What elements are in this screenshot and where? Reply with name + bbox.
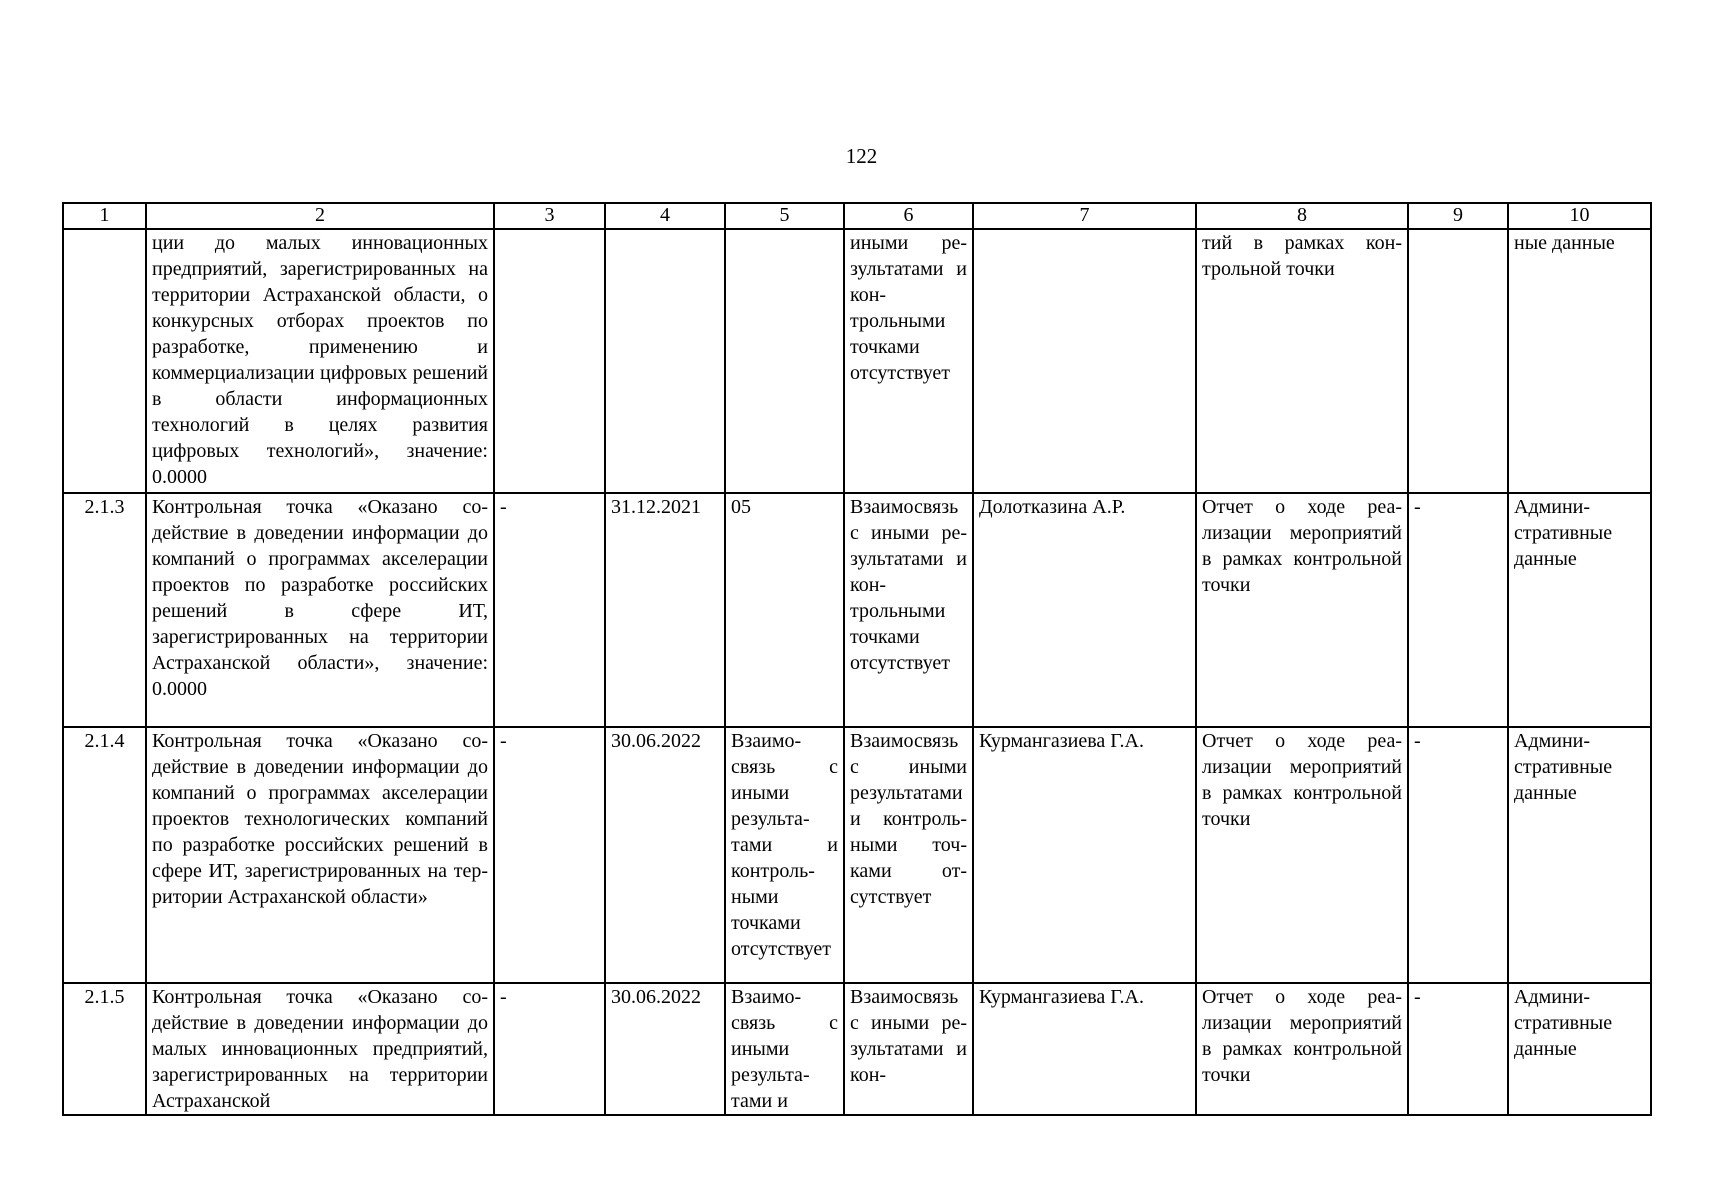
end-date: 30.06.2022: [605, 727, 725, 983]
start-date: -: [494, 727, 605, 983]
result-document: Отчет о ходе реализации мероприятий в рамках контрольной точки: [1196, 727, 1408, 983]
col-9-value: -: [1408, 983, 1508, 1115]
successor: Взаимосвязь с иными результатами и кон-: [844, 983, 973, 1115]
column-header: 2: [146, 203, 494, 229]
table-header: [63, 203, 1651, 229]
result-document: тий в рамках контрольной точки: [1196, 229, 1408, 493]
predecessor: Взаимосвязь с иными результатами и: [725, 983, 844, 1115]
row-number: 2.1.3: [63, 493, 146, 727]
column-header: 7: [973, 203, 1196, 229]
data-source: Административные данные: [1508, 983, 1651, 1115]
start-date: [494, 229, 605, 493]
column-header: 3: [494, 203, 605, 229]
responsible-person: [973, 229, 1196, 493]
data-source: Административные данные: [1508, 493, 1651, 727]
predecessor: Взаимосвязь с иными результатами и контрольными точками отсутствует: [725, 727, 844, 983]
table-row: [63, 983, 1651, 1115]
table-row: [63, 229, 1651, 493]
start-date: -: [494, 983, 605, 1115]
plan-table: [62, 202, 1652, 1116]
event-description: Контрольная точка «Оказано содействие в доведении информации до малых инновационных предприятий, зарегистрированных на территории Астраханской: [146, 983, 494, 1115]
data-source: ные данные: [1508, 229, 1651, 493]
event-description: ции до малых инновационных предприятий, зарегистрированных на территории Астраханской области, о конкурсных отборах проектов по разработке, применению и коммерциализации цифровых решений в области информационных технологий в целях развития цифровых технологий», значение: 0.0000: [146, 229, 494, 493]
column-header: 9: [1408, 203, 1508, 229]
successor: иными результатами и контрольными точками отсутствует: [844, 229, 973, 493]
event-description: Контрольная точка «Оказано содействие в доведении информации до компаний о программах акселерации проектов по разработке российских решений в сфере ИТ, зарегистрированных на территории Астраханской области», значение: 0.0000: [146, 493, 494, 727]
column-header: 10: [1508, 203, 1651, 229]
result-document: Отчет о ходе реализации мероприятий в рамках контрольной точки: [1196, 493, 1408, 727]
table-row: [63, 727, 1651, 983]
col-9-value: [1408, 229, 1508, 493]
data-source: Административные данные: [1508, 727, 1651, 983]
predecessor: [725, 229, 844, 493]
responsible-person: Долотказина А.Р.: [973, 493, 1196, 727]
predecessor: 05: [725, 493, 844, 727]
start-date: -: [494, 493, 605, 727]
col-9-value: -: [1408, 727, 1508, 983]
table-row: [63, 493, 1651, 727]
column-header: 6: [844, 203, 973, 229]
result-document: Отчет о ходе реализации мероприятий в рамках контрольной точки: [1196, 983, 1408, 1115]
col-9-value: -: [1408, 493, 1508, 727]
column-header: 1: [63, 203, 146, 229]
end-date: [605, 229, 725, 493]
responsible-person: Курмангазиева Г.А.: [973, 727, 1196, 983]
column-header: 8: [1196, 203, 1408, 229]
row-number: 2.1.5: [63, 983, 146, 1115]
successor: Взаимосвязь с иными результатами и контрольными точками отсутствует: [844, 727, 973, 983]
row-number: [63, 229, 146, 493]
responsible-person: Курмангазиева Г.А.: [973, 983, 1196, 1115]
column-header: 4: [605, 203, 725, 229]
page-number: 122: [845, 144, 878, 168]
event-description: Контрольная точка «Оказано содействие в доведении информации до компаний о программах акселерации проектов технологических компаний по разработке российских решений в сфере ИТ, зарегистрированных на территории Астраханской области»: [146, 727, 494, 983]
successor: Взаимосвязь с иными результатами и контрольными точками отсутствует: [844, 493, 973, 727]
end-date: 31.12.2021: [605, 493, 725, 727]
row-number: 2.1.4: [63, 727, 146, 983]
end-date: 30.06.2022: [605, 983, 725, 1115]
column-header: 5: [725, 203, 844, 229]
